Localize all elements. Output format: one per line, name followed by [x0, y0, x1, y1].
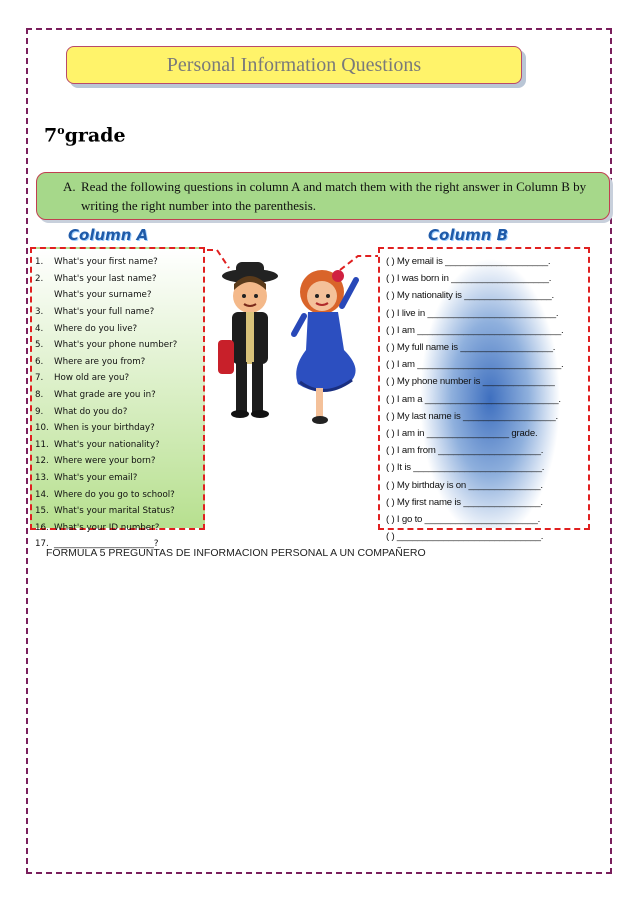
question-text: What's your first name? [54, 257, 158, 268]
question-number: 12. [35, 456, 49, 467]
question-text: What's your ID number? [54, 522, 160, 533]
answer-item: ( ) I am ____________________________. [386, 324, 564, 336]
question-item [32, 254, 203, 271]
question-text: What do you do? [54, 406, 128, 417]
question-number: 9. [35, 406, 44, 417]
question-number: 1. [35, 257, 44, 268]
question-item [32, 486, 203, 503]
question-number: 17. [35, 539, 49, 550]
answer-item: ( ) My full name is __________________. [386, 342, 556, 354]
question-text: How old are you? [54, 373, 130, 384]
column-a-heading: Column A [68, 226, 149, 244]
answer-item: ( ) I am a __________________________. [386, 393, 561, 405]
answer-item: ( ) I go to ______________________. [386, 513, 541, 525]
question-number: 3. [35, 307, 44, 318]
question-text: What's your nationality? [54, 439, 160, 450]
grade-label: 7$^o$grade [44, 124, 126, 147]
instructions-box [36, 172, 610, 220]
question-item [32, 503, 203, 520]
question-text: What's your full name? [54, 307, 155, 318]
answer-item: ( ) My nationality is _________________. [386, 290, 555, 302]
question-number: 11. [35, 439, 49, 450]
answer-item: ( ) I am in ________________ grade. [386, 427, 538, 439]
question-text: What's your phone number? [54, 340, 178, 351]
question-number: 16. [35, 522, 49, 533]
dancing-couple-icon [212, 250, 378, 430]
question-item [32, 453, 203, 470]
instruction-text: Read the following questions in column A and match them with the right answer in Column B by writing the right number into the parenthesis. [81, 179, 587, 213]
question-item [32, 520, 203, 537]
question-text: What's your email? [54, 473, 138, 484]
question-number: 14. [35, 489, 49, 500]
question-text: What's your surname? [54, 290, 152, 301]
answer-item: ( ) My birthday is on ______________. [386, 479, 543, 491]
question-item [32, 287, 203, 304]
question-text: _______________________? [54, 539, 159, 550]
column-b-heading: Column B [428, 226, 509, 244]
answer-item: ( ) My phone number is ______________ [386, 376, 555, 388]
question-item [32, 354, 203, 371]
question-text: Where do you live? [54, 323, 138, 334]
question-number: 15. [35, 506, 49, 517]
answer-item: ( ) I was born in ___________________. [386, 273, 552, 285]
question-item [32, 437, 203, 454]
answer-item: ( ) My email is ____________________. [386, 256, 551, 268]
question-text: What's your last name? [54, 273, 157, 284]
question-item [32, 271, 203, 288]
question-number: 5. [35, 340, 44, 351]
question-text: Where are you from? [54, 356, 146, 367]
answer-item: ( ) I live in _________________________. [386, 307, 559, 319]
question-item [32, 403, 203, 420]
girl-dancer-icon [294, 270, 356, 424]
question-item [32, 420, 203, 437]
question-number: 2. [35, 273, 44, 284]
column-b-list [378, 247, 590, 543]
question-number: 10. [35, 423, 49, 434]
answer-item: ( ) My last name is __________________. [386, 410, 558, 422]
question-text: What grade are you in? [54, 390, 156, 401]
answer-item: ( ) ____________________________. [386, 531, 544, 543]
answer-item: ( ) I am ____________________________. [386, 359, 564, 371]
answer-item: ( ) I am from ____________________. [386, 445, 544, 457]
question-text: Where do you go to school? [54, 489, 175, 500]
column-a-list [30, 247, 205, 550]
question-text: What's your marital Status? [54, 506, 175, 517]
question-number: 8. [35, 390, 44, 401]
question-item [32, 320, 203, 337]
answer-item: ( ) It is _________________________. [386, 462, 545, 474]
answer-item: ( ) My first name is _______________. [386, 496, 543, 508]
question-item [32, 387, 203, 404]
question-number: 13. [35, 473, 49, 484]
question-text: When is your birthday? [54, 423, 155, 434]
question-item [32, 470, 203, 487]
instruction-marker: A. [63, 179, 76, 194]
question-item [32, 370, 203, 387]
question-number: 7. [35, 373, 44, 384]
boy-dancer-icon [218, 262, 278, 418]
question-number: 6. [35, 356, 44, 367]
question-item [32, 304, 203, 321]
footer-task: FORMULA 5 PREGUNTAS DE INFORMACION PERSONAL A UN COMPAÑERO [46, 547, 426, 559]
question-number: 4. [35, 323, 44, 334]
question-item [32, 337, 203, 354]
question-text: Where were your born? [54, 456, 156, 467]
page-title: Personal Information Questions [66, 46, 522, 84]
